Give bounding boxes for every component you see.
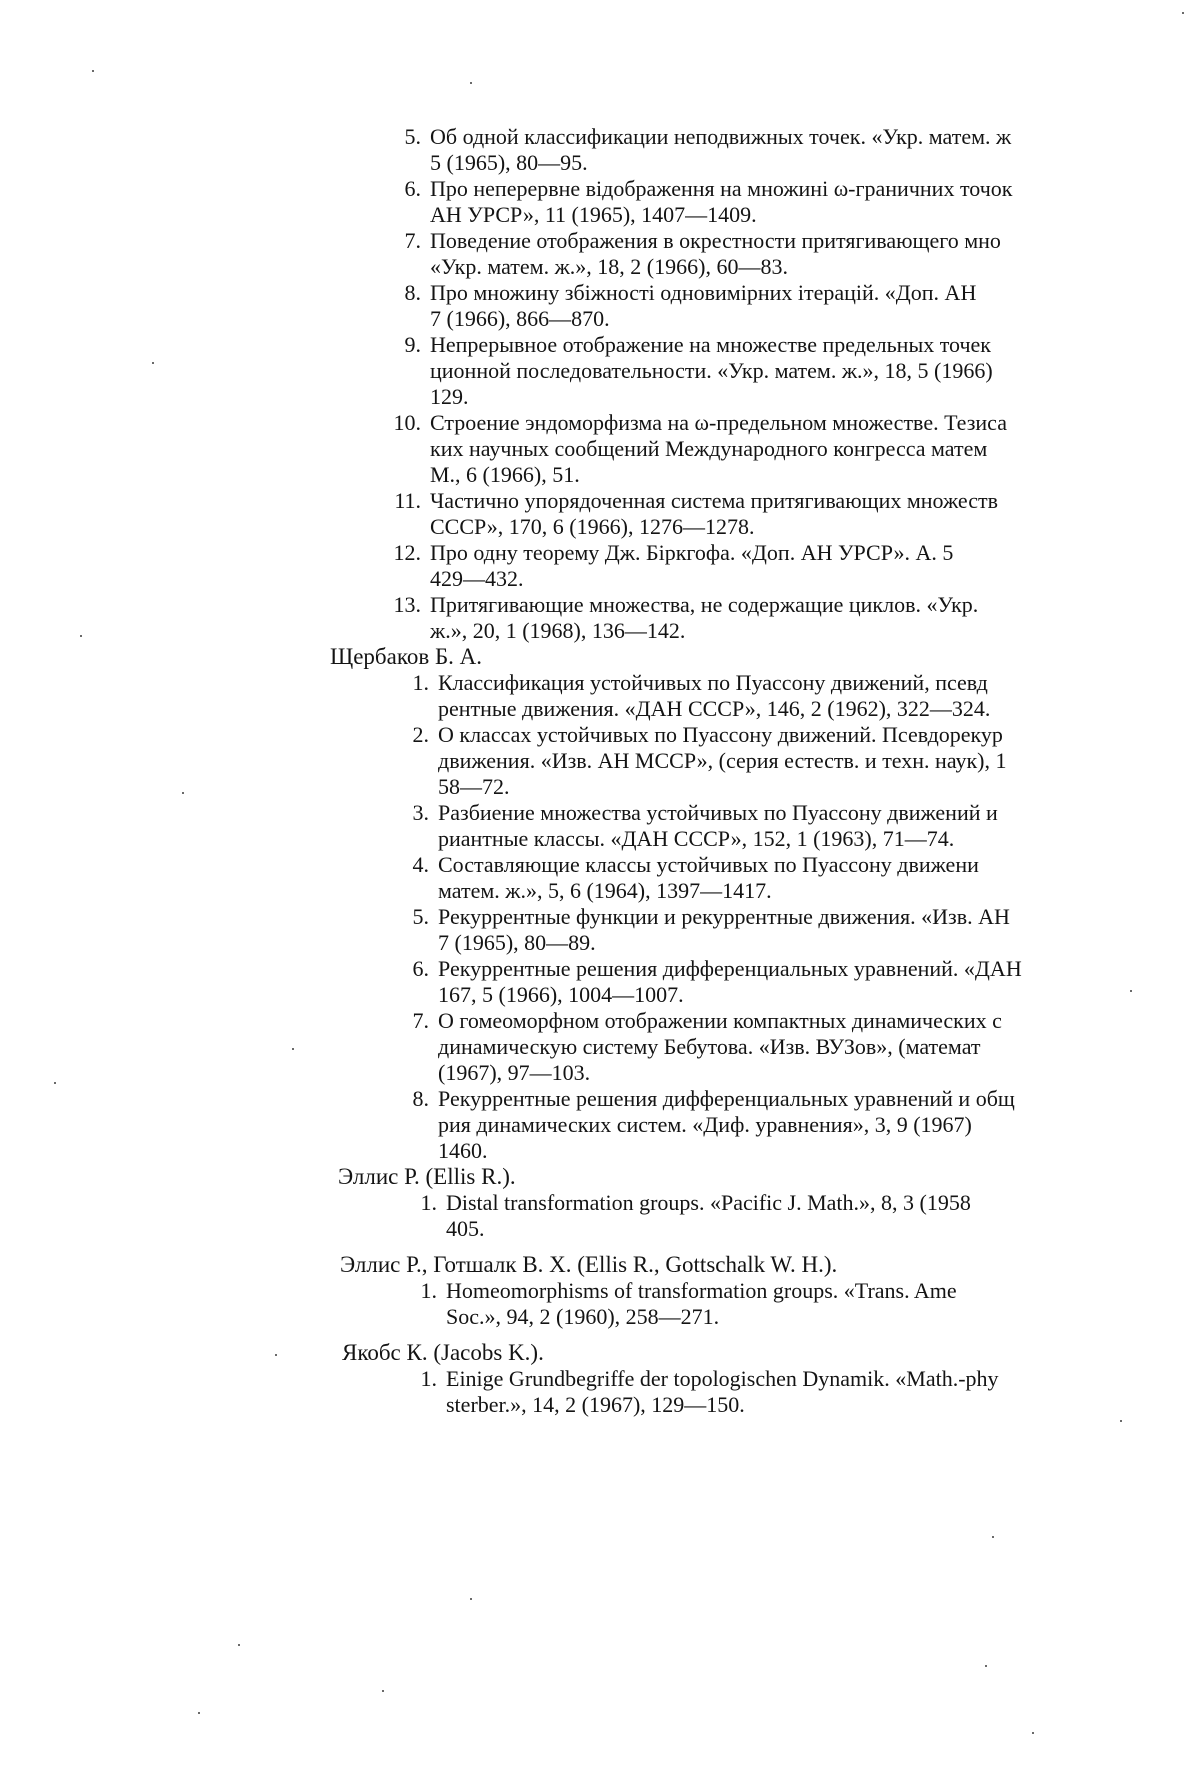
entry-text-line: ж.», 20, 1 (1968), 136—142. bbox=[430, 618, 686, 643]
entry-text-line: О классах устойчивых по Пуассону движений. Псевдорекур bbox=[438, 722, 1003, 747]
scan-speck bbox=[54, 1082, 56, 1084]
entry-text-line: О гомеоморфном отображении компактных динамических с bbox=[438, 1008, 1002, 1033]
entry-text-line: Поведение отображения в окрестности притягивающего мно bbox=[430, 228, 1001, 253]
entry-number: 1. bbox=[412, 670, 429, 695]
entry-text-line: матем. ж.», 5, 6 (1964), 1397—1417. bbox=[438, 878, 772, 903]
entry-text-line: Про множину збiжностi одновимiрних iтерацiй. «Доп. АН bbox=[430, 280, 977, 305]
entry-number: 13. bbox=[393, 592, 421, 617]
entry-number: 7. bbox=[412, 1008, 429, 1033]
scan-speck bbox=[1182, 12, 1184, 14]
entry-text-line: 405. bbox=[446, 1216, 485, 1241]
entry-text-line: рия динамических систем. «Диф. уравнения», 3, 9 (1967) bbox=[438, 1112, 972, 1137]
entry-text-line: динамическую систему Бебутова. «Изв. ВУЗов», (математ bbox=[438, 1034, 981, 1059]
entry-text-line: (1967), 97—103. bbox=[438, 1060, 591, 1085]
scan-speck bbox=[80, 635, 82, 637]
entry-text-line: Непрерывное отображение на множестве предельных точек bbox=[430, 332, 991, 357]
entry-text-line: 129. bbox=[430, 384, 469, 409]
entry-text-line: Притягивающие множества, не содержащие циклов. «Укр. bbox=[430, 592, 979, 617]
author-heading: Щербаков Б. А. bbox=[330, 644, 483, 669]
author-heading: Якобс К. (Jacobs K.). bbox=[342, 1340, 544, 1365]
scan-speck bbox=[1120, 1420, 1122, 1422]
entry-text-line: Разбиение множества устойчивых по Пуассону движений и bbox=[438, 800, 998, 825]
scan-speck bbox=[238, 1644, 240, 1646]
scan-speck bbox=[92, 70, 94, 72]
scan-speck bbox=[382, 1690, 384, 1692]
entry-text-line: 5 (1965), 80—95. bbox=[430, 150, 588, 175]
scan-speck bbox=[470, 82, 472, 84]
entry-text-line: Einige Grundbegriffe der topologischen Dynamik. «Math.-phy bbox=[446, 1366, 999, 1391]
entry-number: 2. bbox=[412, 722, 429, 747]
entry-text-line: Рекуррентные решения дифференциальных уравнений и общ bbox=[438, 1086, 1015, 1111]
entry-number: 1. bbox=[420, 1278, 437, 1303]
entry-number: 11. bbox=[394, 488, 421, 513]
entry-text-line: Классификация устойчивых по Пуассону движений, псевд bbox=[438, 670, 988, 695]
entry-text-line: Soc.», 94, 2 (1960), 258—271. bbox=[446, 1304, 720, 1329]
entry-text-line: СССР», 170, 6 (1966), 1276—1278. bbox=[430, 514, 755, 539]
entry-text-line: Частично упорядоченная система притягивающих множеств bbox=[430, 488, 998, 513]
entry-text-line: «Укр. матем. ж.», 18, 2 (1966), 60—83. bbox=[430, 254, 788, 279]
entry-number: 3. bbox=[412, 800, 429, 825]
entry-text-line: движения. «Изв. АН МССР», (серия естеств. и техн. наук), 1 bbox=[438, 748, 1007, 773]
entry-text-line: Homeomorphisms of transformation groups. «Trans. Ame bbox=[446, 1278, 957, 1303]
entry-text-line: Об одной классификации неподвижных точек. «Укр. матем. ж bbox=[430, 124, 1012, 149]
entry-text-line: риантные классы. «ДАН СССР», 152, 1 (1963), 71—74. bbox=[438, 826, 955, 851]
scan-speck bbox=[292, 1048, 294, 1050]
entry-number: 9. bbox=[404, 332, 421, 357]
entry-number: 12. bbox=[393, 540, 421, 565]
entry-number: 1. bbox=[420, 1366, 437, 1391]
entry-number: 5. bbox=[412, 904, 429, 929]
entry-text-line: 167, 5 (1966), 1004—1007. bbox=[438, 982, 684, 1007]
entry-text-line: Рекуррентные решения дифференциальных уравнений. «ДАН bbox=[438, 956, 1022, 981]
entry-text-line: sterber.», 14, 2 (1967), 129—150. bbox=[446, 1392, 745, 1417]
entry-number: 6. bbox=[404, 176, 421, 201]
scan-speck bbox=[275, 1354, 277, 1356]
scan-speck bbox=[985, 1665, 987, 1667]
entry-number: 7. bbox=[404, 228, 421, 253]
entry-number: 8. bbox=[404, 280, 421, 305]
entry-number: 10. bbox=[393, 410, 421, 435]
scan-speck bbox=[992, 1536, 994, 1538]
scan-speck bbox=[152, 362, 154, 364]
entry-text-line: рентные движения. «ДАН СССР», 146, 2 (1962), 322—324. bbox=[438, 696, 991, 721]
entry-text-line: М., 6 (1966), 51. bbox=[430, 462, 580, 487]
entry-text-line: 1460. bbox=[438, 1138, 488, 1163]
entry-text-line: Рекуррентные функции и рекуррентные движения. «Изв. АН bbox=[438, 904, 1010, 929]
entry-text-line: Строение эндоморфизма на ω-предельном множестве. Тезиса bbox=[430, 410, 1007, 435]
entry-text-line: 7 (1965), 80—89. bbox=[438, 930, 596, 955]
entry-number: 1. bbox=[420, 1190, 437, 1215]
entry-text-line: ционной последовательности. «Укр. матем. ж.», 18, 5 (1966) bbox=[430, 358, 993, 383]
entry-text-line: 7 (1966), 866—870. bbox=[430, 306, 610, 331]
author-heading: Эллис Р., Готшалк В. Х. (Ellis R., Gottschalk W. H.). bbox=[340, 1252, 838, 1277]
scan-speck bbox=[198, 1712, 200, 1714]
entry-text-line: 429—432. bbox=[430, 566, 524, 591]
entry-text-line: 58—72. bbox=[438, 774, 510, 799]
entry-number: 5. bbox=[404, 124, 421, 149]
author-heading: Эллис Р. (Ellis R.). bbox=[338, 1164, 516, 1189]
entry-text-line: Составляющие классы устойчивых по Пуассону движени bbox=[438, 852, 979, 877]
entry-number: 4. bbox=[412, 852, 429, 877]
scan-speck bbox=[1032, 1732, 1034, 1734]
entry-text-line: Про неперервне вiдображення на множинi ω-граничних точок bbox=[430, 176, 1013, 201]
scan-speck bbox=[470, 1598, 472, 1600]
scan-speck bbox=[1130, 990, 1132, 992]
entry-text-line: ких научных сообщений Международного конгресса матем bbox=[430, 436, 988, 461]
scan-speck bbox=[182, 792, 184, 794]
entry-text-line: Про одну теорему Дж. Бiркгофа. «Доп. АН УРСР». А. 5 bbox=[430, 540, 954, 565]
entry-number: 8. bbox=[412, 1086, 429, 1111]
entry-number: 6. bbox=[412, 956, 429, 981]
entry-text-line: АН УРСР», 11 (1965), 1407—1409. bbox=[430, 202, 757, 227]
entry-text-line: Distal transformation groups. «Pacific J. Math.», 8, 3 (1958 bbox=[446, 1190, 971, 1215]
